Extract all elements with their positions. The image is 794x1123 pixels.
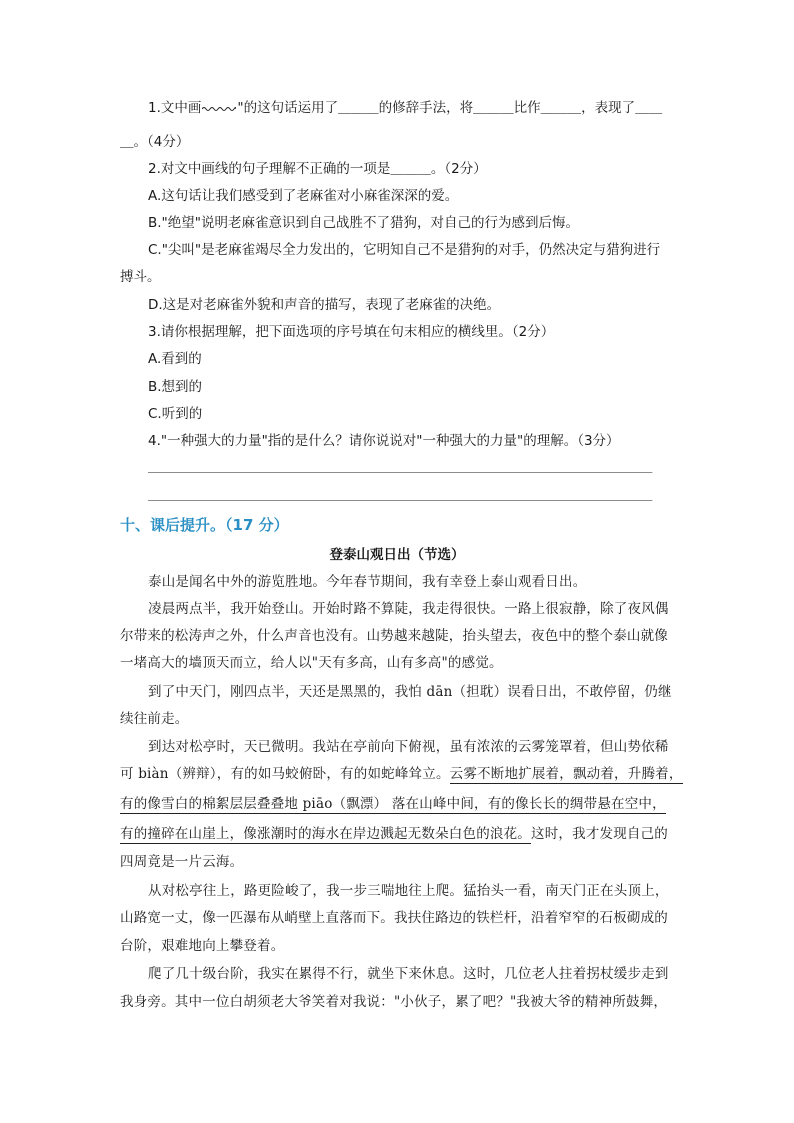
passage-paragraph-3-line-2: 续往前走。 [120, 711, 189, 727]
question-2-option-c-continuation: 搏斗。 [120, 269, 161, 285]
question-4: 4."一种强大的力量"指的是什么？请你说说对"一种强大的力量"的理解。（3分） [148, 433, 620, 449]
passage-paragraph-3-line-1: 到了中天门，刚四点半，天还是黑黑的，我怕 dān（担耽）误看日出，不敢停留，仍继 [148, 684, 672, 700]
underlined-sentence-part-3: 有的撞碎在山崖上，像涨潮时的海水在岸边溅起无数朵白色的浪花。 [120, 826, 531, 842]
question-3-option-b: B.想到的 [148, 379, 203, 395]
question-1-text-b: "的这句话运用了＿＿＿的修辞手法，将＿＿＿比作＿＿＿，表现了＿＿ [237, 100, 663, 116]
passage-paragraph-4-line-1: 到达对松亭时，天已微明。我站在亭前向下俯视，虽有浓浓的云雾笼罩着，但山势依稀 [148, 739, 669, 755]
passage-title: 登泰山观日出（节选） [329, 547, 465, 563]
passage-paragraph-4-line-2-text: 可 biàn（辨辩），有的如马蛟俯卧，有的如蛇峰耸立。 [120, 766, 450, 782]
passage-paragraph-4-line-3 [120, 795, 666, 813]
passage-paragraph-2-line-2: 尔带来的松涛声之外，什么声音也没有。山势越来越陡，抬头望去，夜色中的整个泰山就像 [120, 628, 668, 644]
passage-paragraph-5-line-3: 台阶，艰难地向上攀登着。 [120, 938, 285, 954]
question-3-option-c: C.听到的 [148, 406, 203, 422]
question-3-option-a: A.看到的 [148, 351, 202, 367]
question-3: 3.请你根据理解，把下面选项的序号填在句末相应的横线里。（2分） [148, 324, 555, 340]
underlined-sentence-part-2: 有的像雪白的棉絮层层叠叠地 piāo（飘漂） 落在山峰中间，有的像长长的绸带悬在空中， [120, 796, 666, 812]
question-2-option-b: B."绝望"说明老麻雀意识到自己战胜不了猎狗，对自己的行为感到后悔。 [148, 215, 579, 231]
question-1-line [148, 99, 662, 117]
question-1-text-a: 1.文中画 [148, 100, 202, 116]
passage-paragraph-6-line-1: 爬了几十级台阶，我实在累得不行，就坐下来休息。这时，几位老人拄着拐杖缓步走到 [148, 966, 669, 982]
passage-paragraph-4-line-2 [120, 765, 683, 783]
passage-paragraph-5-line-2: 山路宽一丈，像一匹瀑布从峭壁上直落而下。我扶住路边的铁栏杆，沿着窄窄的石板砌成的 [120, 910, 668, 926]
underlined-sentence-part-1: 云雾不断地扩展着，飘动着，升腾着， [449, 766, 683, 782]
question-2-option-d: D.这是对老麻雀外貌和声音的描写，表现了老麻雀的决绝。 [148, 297, 501, 313]
question-2-option-a: A.这句话让我们感受到了老麻雀对小麻雀深深的爱。 [148, 188, 459, 204]
passage-paragraph-1: 泰山是闻名中外的游览胜地。今年春节期间，我有幸登上泰山观看日出。 [148, 574, 587, 590]
section-heading: 十、课后提升。（17 分） [120, 516, 289, 534]
question-2-option-c: C."尖叫"是老麻雀竭尽全力发出的，它明知自己不是猎狗的对手，仍然决定与猎狗进行 [148, 242, 661, 258]
passage-paragraph-4-line-4 [120, 825, 668, 843]
passage-paragraph-2-line-3: 一堵高大的墙顶天而立，给人以"天有多高，山有多高"的感觉。 [120, 655, 503, 671]
passage-paragraph-2-line-1: 凌晨两点半，我开始登山。开始时路不算陡，我走得很快。一路上很寂静，除了夜风偶 [148, 601, 669, 617]
passage-paragraph-5-line-1: 从对松亭往上，路更险峻了，我一步三喘地往上爬。猛抬头一看，南天门正在头顶上， [148, 883, 669, 899]
wavy-underline-mark [202, 106, 236, 112]
passage-paragraph-4-line-5: 四周竟是一片云海。 [120, 854, 244, 870]
answer-line-2[interactable]: ＿＿＿＿＿＿＿＿＿＿＿＿＿＿＿＿＿＿＿＿＿＿＿＿＿＿＿＿＿＿＿＿＿＿＿＿＿＿＿＿ [148, 488, 653, 503]
passage-paragraph-4-line-4-text: 这时，我才发现自己的 [531, 826, 668, 842]
passage-paragraph-6-line-2: 我身旁。其中一位白胡须老大爷笑着对我说："小伙子，累了吧？"我被大爷的精神所鼓舞， [120, 994, 668, 1010]
question-2: 2.对文中画线的句子理解不正确的一项是＿＿＿。（2分） [148, 161, 487, 177]
answer-line-1[interactable]: ＿＿＿＿＿＿＿＿＿＿＿＿＿＿＿＿＿＿＿＿＿＿＿＿＿＿＿＿＿＿＿＿＿＿＿＿＿＿＿＿ [148, 460, 653, 475]
question-1-continuation: ＿。（4分） [120, 134, 190, 150]
